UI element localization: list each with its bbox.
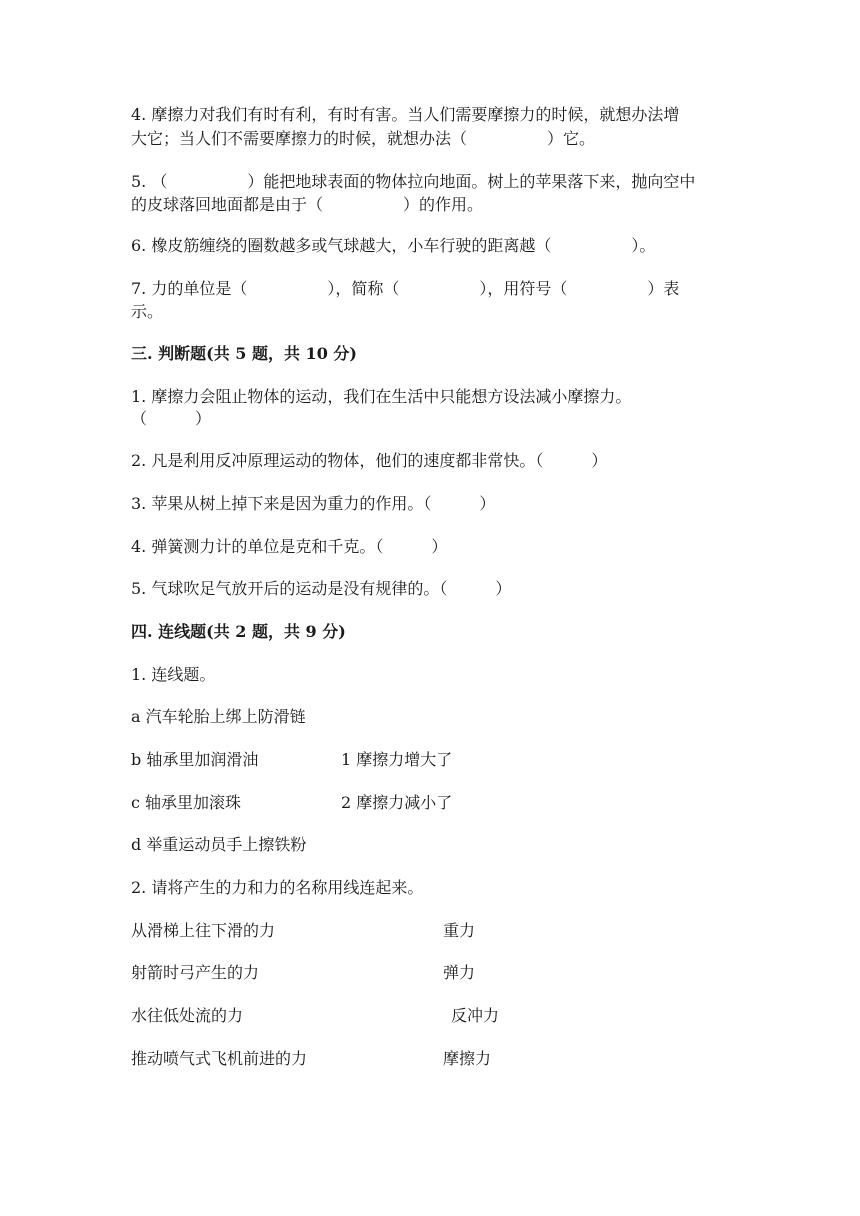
fill-q5-line1: 5. （ ）能把地球表面的物体拉向地面。树上的苹果落下来，抛向空中 — [131, 172, 696, 191]
match-q1-right-1: 1 摩擦力增大了 — [341, 750, 453, 769]
match-q2-title: 2. 请将产生的力和力的名称用线连起来。 — [131, 878, 424, 897]
match-q2-left-3: 水往低处流的力 — [131, 1006, 244, 1025]
match-q1-left-d: d 举重运动员手上擦铁粉 — [131, 835, 307, 854]
match-q1-left-c: c 轴承里加滚珠 — [131, 793, 242, 812]
judge-item-2: 2. 凡是利用反冲原理运动的物体，他们的速度都非常快。（ ） — [131, 451, 608, 470]
match-q1-right-2: 2 摩擦力减小了 — [341, 793, 453, 812]
judge-item-1: 1. 摩擦力会阻止物体的运动，我们在生活中只能想方设法减小摩擦力。 — [131, 387, 632, 406]
fill-q4-line2: 大它；当人们不需要摩擦力的时候，就想办法（ ）它。 — [131, 129, 596, 148]
match-q2-left-4: 推动喷气式飞机前进的力 — [131, 1049, 308, 1068]
fill-q7-line1: 7. 力的单位是（ ），简称（ ），用符号（ ）表 — [131, 279, 680, 298]
match-q2-right-2: 弹力 — [443, 963, 476, 982]
match-heading: 四. 连线题(共 2 题，共 9 分) — [131, 622, 346, 641]
match-q2-left-2: 射箭时弓产生的力 — [131, 963, 260, 982]
judge-item-5: 5. 气球吹足气放开后的运动是没有规律的。（ ） — [131, 579, 512, 598]
match-q2-right-3: 反冲力 — [451, 1006, 500, 1025]
judge-heading: 三. 判断题(共 5 题，共 10 分) — [131, 344, 357, 363]
fill-q6: 6. 橡皮筋缠绕的圈数越多或气球越大，小车行驶的距离越（ ）。 — [131, 236, 656, 255]
match-q2-right-1: 重力 — [443, 921, 476, 940]
fill-q5-line2: 的皮球落回地面都是由于（ ）的作用。 — [131, 195, 484, 214]
match-q1-left-b: b 轴承里加润滑油 — [131, 750, 259, 769]
match-q2-right-4: 摩擦力 — [443, 1049, 492, 1068]
judge-item-4: 4. 弹簧测力计的单位是克和千克。（ ） — [131, 537, 448, 556]
match-q2-left-1: 从滑梯上往下滑的力 — [131, 921, 276, 940]
match-q1-left-a: a 汽车轮胎上绑上防滑链 — [131, 707, 306, 726]
judge-item-3: 3. 苹果从树上掉下来是因为重力的作用。（ ） — [131, 494, 496, 513]
match-q1-title: 1. 连线题。 — [131, 665, 216, 684]
fill-q7-line2: 示。 — [131, 302, 164, 321]
judge-item-1-bracket: （ ） — [131, 409, 212, 428]
fill-q4-line1: 4. 摩擦力对我们有时有利，有时有害。当人们需要摩擦力的时候，就想办法增 — [131, 105, 680, 124]
